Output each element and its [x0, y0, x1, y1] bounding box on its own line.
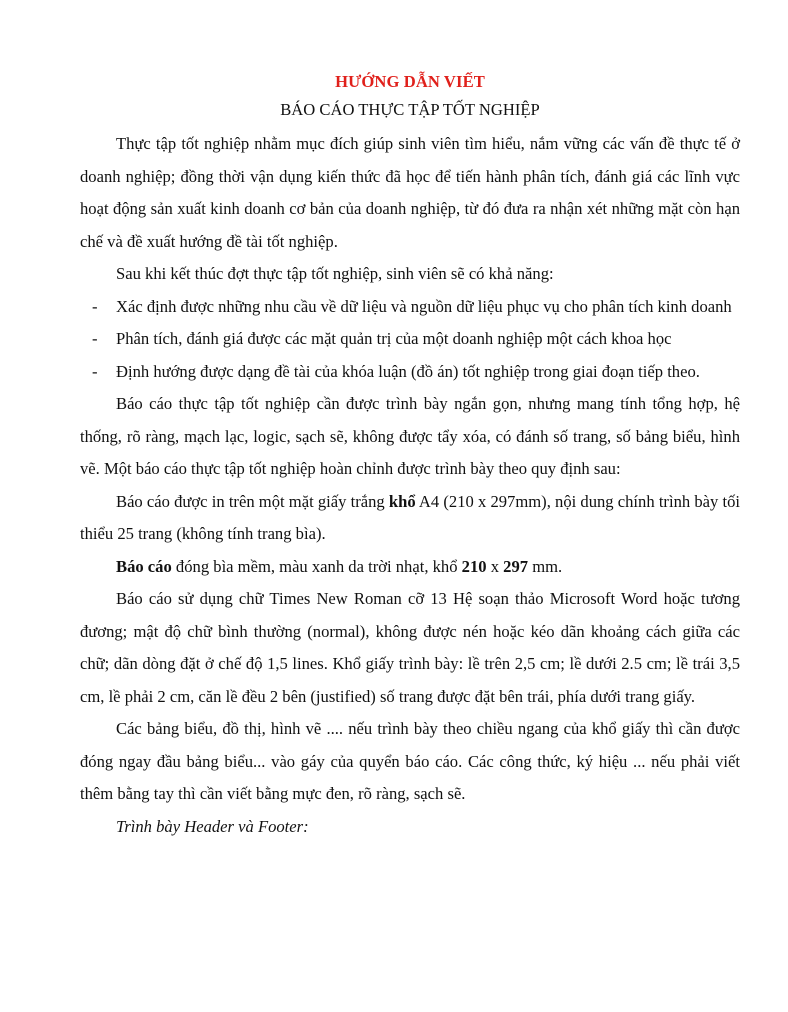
binding-text-b: đóng bìa mềm, màu xanh da trời nhạt, khổ — [171, 556, 462, 576]
binding-width: 210 — [461, 556, 487, 576]
document-title: HƯỚNG DẪN VIẾT — [335, 72, 485, 91]
list-item-text: Phân tích, đánh giá được các mặt quản trị của một doanh nghiệp một cách khoa học — [116, 329, 672, 348]
paragraph-formatting: Báo cáo sử dụng chữ Times New Roman cỡ 13 Hệ soạn thảo Microsoft Word hoặc tương đương; mật độ chữ bình thường (normal), không được nén hoặc kéo dãn khoảng cách giữa các chữ; dãn dòng đặt ở chế độ 1,5 lines. Khổ giấy trình bày: lề trên 2,5 cm; lề dưới 2.5 cm; lề trái 3,5 cm, lề phải 2 cm, căn lề đều 2 bên (justified) số trang được đặt bên trái, phía dưới trang giấy. — [80, 589, 740, 706]
paragraph-header-footer: Trình bày Header và Footer: — [116, 816, 309, 836]
document-subtitle: BÁO CÁO THỰC TẬP TỐT NGHIỆP — [280, 100, 540, 119]
binding-bold-label: Báo cáo — [116, 556, 172, 576]
paragraph-paper-size — [80, 486, 740, 551]
document-body — [80, 68, 740, 843]
dash-bullet: - — [92, 361, 98, 381]
paragraph-presentation-requirements: Báo cáo thực tập tốt nghiệp cần được trình bày ngắn gọn, nhưng mang tính tổng hợp, hệ thống, rõ ràng, mạch lạc, logic, sạch sẽ, không được tẩy xóa, có đánh số trang, số bảng biểu, hình vẽ. Một báo cáo thực tập tốt nghiệp hoàn chỉnh được trình bày theo quy định sau: — [80, 394, 740, 478]
list-item-text: Xác định được những nhu cầu về dữ liệu và nguồn dữ liệu phục vụ cho phân tích kinh doanh — [116, 296, 732, 316]
paragraph-binding — [80, 551, 740, 584]
list-item — [80, 323, 740, 356]
binding-height: 297 — [503, 556, 529, 576]
binding-text-d: x — [486, 556, 504, 576]
paper-size-text-c: A4 (210 x 297mm), nội dung chính trình bày tối thiểu 25 trang (không tính trang bìa). — [80, 491, 741, 543]
paper-size-bold: khổ — [388, 491, 416, 511]
dash-bullet: - — [92, 296, 98, 316]
binding-text-f: mm. — [528, 556, 563, 576]
list-item-text: Định hướng được dạng đề tài của khóa luận (đồ án) tốt nghiệp trong giai đoạn tiếp theo. — [116, 361, 700, 381]
paper-size-text-a: Báo cáo được in trên một mặt giấy trắng — [116, 491, 389, 511]
dash-bullet: - — [92, 329, 98, 348]
list-item — [80, 356, 740, 389]
list-item — [80, 291, 740, 324]
outcomes-list — [80, 291, 740, 389]
paragraph-figures: Các bảng biểu, đồ thị, hình vẽ .... nếu trình bày theo chiều ngang của khổ giấy thì cần được đóng ngay đầu bảng biểu... vào gáy của quyển báo cáo. Các công thức, ký hiệu ... nếu phải viết thêm bằng tay thì cần viết bằng mực đen, rõ ràng, sạch sẽ. — [80, 719, 740, 803]
paragraph-outcomes-intro: Sau khi kết thúc đợt thực tập tốt nghiệp, sinh viên sẽ có khả năng: — [116, 264, 554, 283]
paragraph-purpose: Thực tập tốt nghiệp nhằm mục đích giúp sinh viên tìm hiểu, nắm vững các vấn đề thực tế ở doanh nghiệp; đồng thời vận dụng kiến thức đã học để tiến hành phân tích, đánh giá các lĩnh vực hoạt động sản xuất kinh doanh cơ bản của doanh nghiệp, từ đó đưa ra nhận xét những mặt còn hạn chế và đề xuất hướng đề tài tốt nghiệp. — [80, 134, 740, 251]
